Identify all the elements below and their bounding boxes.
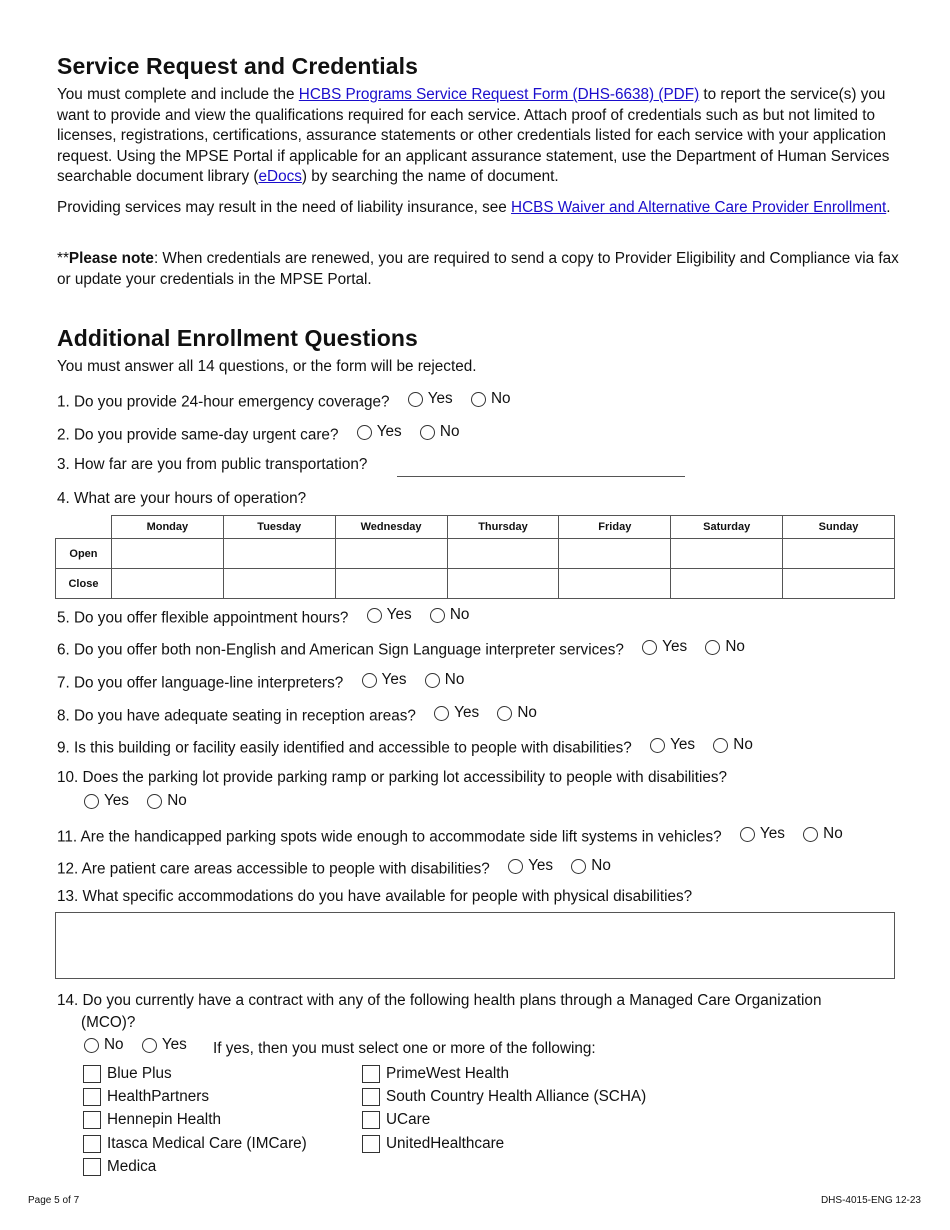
q3-answer-field[interactable]	[397, 475, 685, 477]
no-label: No	[104, 1036, 124, 1053]
q9-no-option[interactable]	[713, 735, 753, 755]
day-monday: Monday	[111, 516, 223, 539]
close-sunday-cell[interactable]	[783, 569, 895, 599]
no-label: No	[449, 606, 470, 623]
paragraph-please-note	[57, 249, 902, 290]
q2-no-option[interactable]	[420, 422, 460, 442]
paragraph-service-request	[57, 85, 902, 188]
question-13: 13. What specific accommodations do you have available for people with physical disabilities?	[57, 888, 693, 905]
p1-text-end: ) by searching the name of document.	[301, 168, 559, 186]
q8-no-radio[interactable]	[497, 706, 512, 721]
plan-ucare[interactable]	[362, 1109, 646, 1132]
q6-no-option[interactable]	[705, 637, 745, 657]
plans-column-1	[83, 1062, 307, 1178]
q2-no-radio[interactable]	[420, 425, 435, 440]
no-label: No	[444, 671, 465, 688]
plan-blue-plus[interactable]	[83, 1062, 307, 1085]
day-sunday: Sunday	[783, 516, 895, 539]
open-sunday-cell[interactable]	[783, 539, 895, 569]
q8-yes-radio[interactable]	[434, 706, 449, 721]
day-wednesday: Wednesday	[335, 516, 447, 539]
hours-open-row	[56, 539, 895, 569]
imcare-checkbox[interactable]	[83, 1135, 101, 1153]
blue-plus-checkbox[interactable]	[83, 1065, 101, 1083]
q5-no-radio[interactable]	[430, 608, 445, 623]
p1-text: You must complete and include the	[57, 86, 299, 103]
medica-checkbox[interactable]	[83, 1158, 101, 1176]
q2-yes-radio[interactable]	[357, 425, 372, 440]
row-label-open: Open	[56, 539, 112, 569]
open-tuesday-cell[interactable]	[223, 539, 335, 569]
hours-header-row	[56, 516, 895, 539]
plan-healthpartners[interactable]	[83, 1085, 307, 1108]
question-2	[57, 422, 459, 446]
hours-table	[55, 515, 895, 599]
question-9-text: 9. Is this building or facility easily identified and accessible to people with disabilities?	[57, 739, 632, 757]
no-label: No	[439, 423, 460, 440]
page-number: Page 5 of 7	[28, 1195, 80, 1206]
no-label: No	[725, 638, 745, 655]
open-wednesday-cell[interactable]	[335, 539, 447, 569]
yes-label: Yes	[381, 671, 407, 688]
plan-hennepin-health[interactable]	[83, 1109, 307, 1132]
q11-no-option[interactable]	[803, 824, 843, 844]
q8-yes-option[interactable]	[434, 703, 479, 723]
q12-yes-option[interactable]	[508, 856, 553, 876]
q9-yes-radio[interactable]	[650, 738, 665, 753]
q10-options	[70, 791, 187, 815]
q9-no-radio[interactable]	[713, 738, 728, 753]
questions-intro: You must answer all 14 questions, or the form will be rejected.	[57, 358, 477, 375]
question-12	[57, 856, 611, 880]
ucare-checkbox[interactable]	[362, 1111, 380, 1129]
form-id: DHS-4015-ENG 12-23	[820, 1195, 921, 1206]
question-3-text: 3. How far are you from public transportation?	[57, 456, 368, 473]
p1-text-cont: to report the service(s) you want to provide and view the qualifications required for each service. Attach proof of credentials such as but not limited to licenses, registrations, certifications, assurance statements or other credentials listed for each service with your application request. Using the MPSE Portal if applicable for an applicant assurance statement, use the Department of Human Services searchable document library (	[57, 86, 890, 186]
q6-yes-option[interactable]	[642, 637, 687, 657]
q10-yes-radio[interactable]	[84, 794, 99, 809]
open-thursday-cell[interactable]	[447, 539, 559, 569]
primewest-checkbox[interactable]	[362, 1065, 380, 1083]
yes-label: Yes	[376, 423, 402, 440]
q14-options	[70, 1035, 596, 1059]
q12-no-radio[interactable]	[571, 859, 586, 874]
q5-no-option[interactable]	[430, 605, 470, 625]
q7-yes-radio[interactable]	[362, 673, 377, 688]
q10-no-option[interactable]	[147, 791, 187, 811]
question-11-text: 11. Are the handicapped parking spots wide enough to accommodate side lift systems in vehicles?	[57, 828, 722, 846]
open-friday-cell[interactable]	[559, 539, 671, 569]
q2-yes-option[interactable]	[357, 422, 402, 442]
q6-no-radio[interactable]	[705, 640, 720, 655]
question-1-text: 1. Do you provide 24-hour emergency coverage?	[57, 393, 390, 411]
q9-yes-option[interactable]	[650, 735, 695, 755]
plan-label: Itasca Medical Care (IMCare)	[107, 1134, 307, 1152]
close-saturday-cell[interactable]	[671, 569, 783, 599]
question-7-text: 7. Do you offer language-line interpreters?	[57, 674, 344, 692]
plan-label: UnitedHealthcare	[386, 1134, 505, 1152]
q1-no-radio[interactable]	[471, 392, 486, 407]
question-10: 10. Does the parking lot provide parking ramp or parking lot accessibility to people with disabilities?	[57, 769, 728, 786]
plan-medica[interactable]	[83, 1155, 307, 1178]
q12-yes-radio[interactable]	[508, 859, 523, 874]
no-label: No	[823, 825, 843, 842]
q1-yes-radio[interactable]	[408, 392, 423, 407]
no-label: No	[490, 390, 511, 407]
hours-close-row	[56, 569, 895, 599]
p2-text: Providing services may result in the need of liability insurance, see	[57, 199, 512, 216]
close-thursday-cell[interactable]	[447, 569, 559, 599]
unitedhealthcare-checkbox[interactable]	[362, 1135, 380, 1153]
day-friday: Friday	[559, 516, 671, 539]
q14-no-option[interactable]	[84, 1035, 124, 1055]
day-saturday: Saturday	[671, 516, 783, 539]
p3-prefix: **	[57, 250, 69, 267]
question-2-text: 2. Do you provide same-day urgent care?	[57, 426, 339, 444]
question-6	[57, 637, 745, 661]
hcbs-service-request-form-link[interactable]: HCBS Programs Service Request Form (DHS-6638) (PDF)	[298, 86, 700, 103]
q11-yes-option[interactable]	[740, 824, 785, 844]
plan-label: Hennepin Health	[107, 1111, 221, 1129]
hcbs-waiver-enrollment-link[interactable]: HCBS Waiver and Alternative Care Provider Enrollment	[511, 199, 887, 216]
plan-label: Blue Plus	[107, 1064, 172, 1082]
question-5-text: 5. Do you offer flexible appointment hours?	[57, 609, 349, 627]
section-heading-enrollment-questions: Additional Enrollment Questions	[57, 325, 418, 351]
row-label-close: Close	[56, 569, 112, 599]
question-11	[57, 824, 843, 848]
p3-text: : When credentials are renewed, you are required to send a copy to Provider Eligibility and Compliance via fax or update your credentials in the MPSE Portal.	[57, 250, 899, 288]
q11-yes-radio[interactable]	[740, 827, 755, 842]
q6-yes-radio[interactable]	[642, 640, 657, 655]
q1-yes-option[interactable]	[408, 389, 453, 409]
healthpartners-checkbox[interactable]	[83, 1088, 101, 1106]
plan-scha[interactable]	[362, 1085, 646, 1108]
close-monday-cell[interactable]	[111, 569, 223, 599]
question-14-cont: (MCO)?	[81, 1014, 136, 1031]
q14-yes-radio[interactable]	[142, 1038, 157, 1053]
no-label: No	[517, 704, 537, 721]
question-5	[57, 605, 469, 629]
day-thursday: Thursday	[447, 516, 559, 539]
please-note-label: Please note	[68, 250, 154, 267]
no-label: No	[733, 736, 753, 753]
plan-label: HealthPartners	[107, 1087, 210, 1105]
close-friday-cell[interactable]	[559, 569, 671, 599]
plan-label: South Country Health Alliance (SCHA)	[386, 1087, 647, 1105]
q11-no-radio[interactable]	[803, 827, 818, 842]
yes-label: Yes	[670, 736, 696, 753]
plan-label: UCare	[386, 1111, 431, 1129]
close-tuesday-cell[interactable]	[223, 569, 335, 599]
open-saturday-cell[interactable]	[671, 539, 783, 569]
q10-yes-option[interactable]	[84, 791, 129, 811]
plans-column-2	[362, 1062, 646, 1155]
yes-label: Yes	[662, 638, 688, 655]
q7-yes-option[interactable]	[362, 670, 407, 690]
question-12-text: 12. Are patient care areas accessible to people with disabilities?	[57, 860, 490, 878]
p2-text-end: .	[886, 199, 891, 216]
scha-checkbox[interactable]	[362, 1088, 380, 1106]
q5-yes-radio[interactable]	[367, 608, 382, 623]
plan-imcare[interactable]	[83, 1132, 307, 1155]
question-8-text: 8. Do you have adequate seating in reception areas?	[57, 707, 416, 725]
q7-no-option[interactable]	[425, 670, 465, 690]
close-wednesday-cell[interactable]	[335, 569, 447, 599]
paragraph-liability	[57, 198, 902, 219]
plan-label: Medica	[107, 1157, 157, 1175]
section-heading-service-request: Service Request and Credentials	[57, 53, 419, 79]
hennepin-health-checkbox[interactable]	[83, 1111, 101, 1129]
yes-label: Yes	[386, 606, 412, 623]
plan-primewest[interactable]	[362, 1062, 646, 1085]
q12-no-option[interactable]	[571, 856, 611, 876]
plan-label: PrimeWest Health	[386, 1064, 509, 1082]
question-1	[57, 389, 511, 413]
q5-yes-option[interactable]	[367, 605, 412, 625]
yes-label: Yes	[528, 857, 554, 874]
edocs-link[interactable]: eDocs	[258, 168, 302, 186]
question-8	[57, 703, 537, 727]
q13-answer-box[interactable]	[55, 912, 895, 979]
open-monday-cell[interactable]	[111, 539, 223, 569]
yes-label: Yes	[454, 704, 480, 721]
q14-no-radio[interactable]	[84, 1038, 99, 1053]
no-label: No	[591, 857, 611, 874]
question-3	[57, 455, 367, 475]
question-7	[57, 670, 464, 694]
q14-if-yes-text: If yes, then you must select one or more of the following:	[213, 1039, 596, 1057]
no-label: No	[167, 792, 187, 809]
yes-label: Yes	[104, 792, 129, 809]
q14-yes-option[interactable]	[142, 1035, 187, 1055]
hours-corner	[56, 516, 112, 539]
day-tuesday: Tuesday	[223, 516, 335, 539]
question-4: 4. What are your hours of operation?	[57, 490, 307, 507]
question-6-text: 6. Do you offer both non-English and American Sign Language interpreter services?	[57, 641, 624, 659]
yes-label: Yes	[427, 390, 453, 407]
q10-no-radio[interactable]	[147, 794, 162, 809]
q8-no-option[interactable]	[497, 703, 537, 723]
plan-unitedhealthcare[interactable]	[362, 1132, 646, 1155]
yes-label: Yes	[161, 1036, 187, 1053]
q1-no-option[interactable]	[471, 389, 511, 409]
question-14: 14. Do you currently have a contract with any of the following health plans through a Managed Care Organization	[57, 992, 822, 1009]
q7-no-radio[interactable]	[425, 673, 440, 688]
question-9	[57, 735, 753, 759]
yes-label: Yes	[759, 825, 785, 842]
